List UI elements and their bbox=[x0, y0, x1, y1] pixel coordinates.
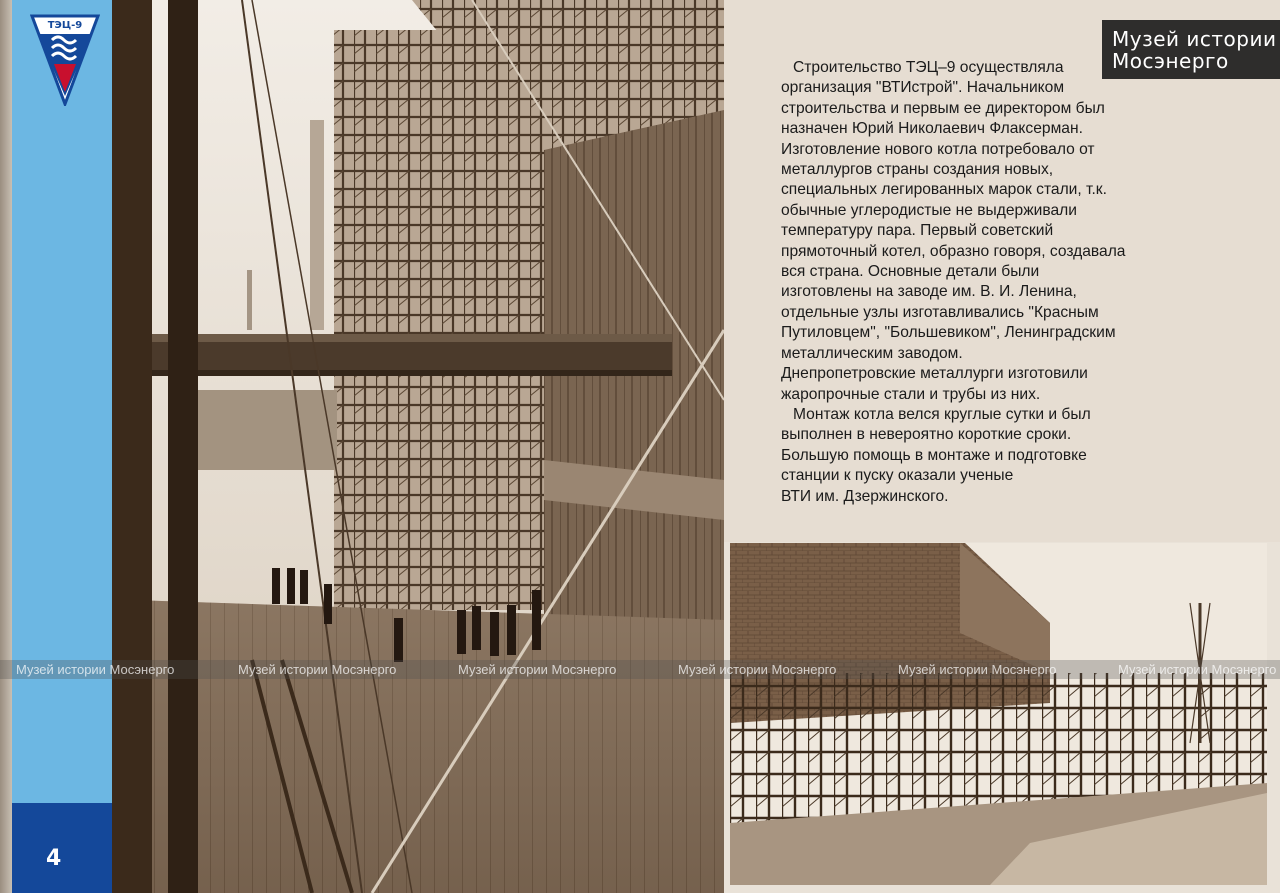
article-line: металлическим заводом. bbox=[781, 344, 963, 362]
construction-photo-secondary bbox=[730, 543, 1267, 885]
article-line: температуру пара. Первый советский bbox=[781, 222, 1054, 240]
left-color-strip bbox=[0, 0, 112, 893]
page-number-box bbox=[12, 803, 112, 893]
scaffolding-photo-image bbox=[112, 0, 724, 893]
page-number: 4 bbox=[46, 846, 62, 871]
article-line: изготовлены на заводе им. В. И. Ленина, bbox=[781, 283, 1077, 301]
museum-badge-line1: Музей истории bbox=[1112, 27, 1277, 51]
watermark-text: Музей истории Мосэнерго bbox=[458, 662, 617, 677]
article-line: специальных легированных марок стали, т.к. bbox=[781, 181, 1107, 199]
article-line: Изготовление нового котла потребовало от bbox=[781, 140, 1095, 158]
article-line: ВТИ им. Дзержинского. bbox=[781, 487, 949, 505]
building-site-photo-image bbox=[730, 543, 1267, 885]
tec9-logo-icon bbox=[30, 14, 100, 106]
watermark-text: Музей истории Мосэнерго bbox=[238, 662, 397, 677]
watermark-text: Музей истории Мосэнерго bbox=[678, 662, 837, 677]
article-line: назначен Юрий Николаевич Флаксерман. bbox=[781, 120, 1083, 138]
article-line: выполнен в невероятно короткие сроки. bbox=[781, 426, 1072, 444]
article-line: Путиловцем", "Большевиком", Ленинградским bbox=[781, 324, 1116, 342]
logo-text: ТЭЦ-9 bbox=[47, 20, 83, 31]
article-line: отдельные узлы изготавливались "Красным bbox=[781, 303, 1099, 321]
article-line: организация "ВТИстрой". Начальником bbox=[781, 79, 1065, 97]
article-line: строительства и первым ее директором был bbox=[781, 99, 1105, 117]
construction-photo-main bbox=[112, 0, 724, 893]
watermark-text: Музей истории Мосэнерго bbox=[16, 662, 175, 677]
article-line: прямоточный котел, образно говоря, создавала bbox=[781, 242, 1126, 260]
watermark-text: Музей истории Мосэнерго bbox=[1118, 662, 1277, 677]
article-line: Днепропетровские металлурги изготовили bbox=[781, 365, 1088, 383]
watermark-strip bbox=[0, 660, 1280, 679]
museum-badge-line2: Мосэнерго bbox=[1112, 49, 1229, 73]
watermark-text: Музей истории Мосэнерго bbox=[898, 662, 1057, 677]
article-line: Строительство ТЭЦ–9 осуществляла bbox=[793, 59, 1064, 76]
article-line: Монтаж котла велся круглые сутки и был bbox=[793, 405, 1091, 423]
article-line: металлургов страны создания новых, bbox=[781, 161, 1054, 179]
article-line: станции к пуску оказали ученые bbox=[781, 467, 1014, 485]
page-edge-shadow bbox=[0, 0, 12, 893]
article-line: Большую помощь в монтаже и подготовке bbox=[781, 446, 1087, 464]
article-text bbox=[781, 58, 1201, 507]
museum-watermark-badge bbox=[1102, 20, 1280, 79]
article-line: жаропрочные стали и трубы из них. bbox=[781, 385, 1041, 403]
article-line: вся страна. Основные детали были bbox=[781, 263, 1040, 281]
article-line: обычные углеродистые не выдерживали bbox=[781, 201, 1077, 219]
